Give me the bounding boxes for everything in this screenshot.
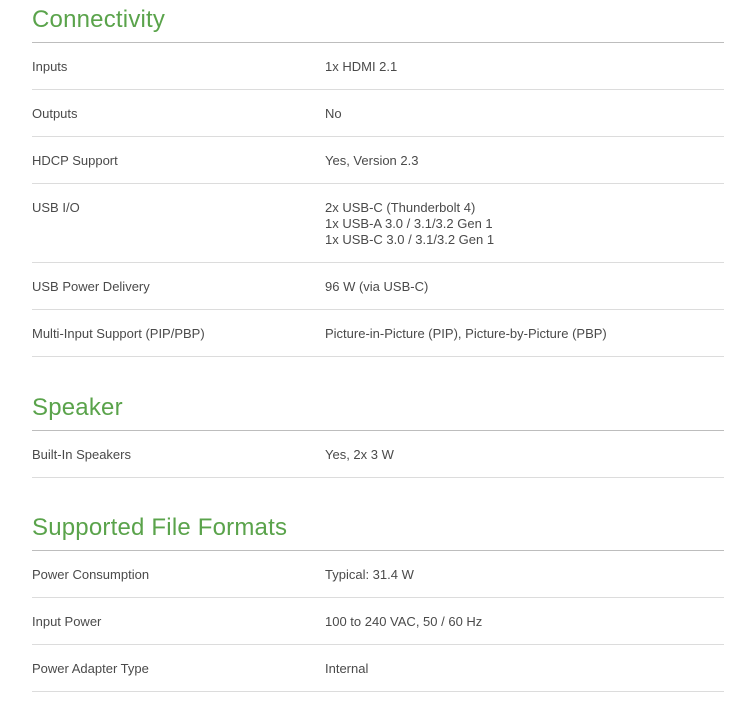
spec-row-hdcp-support: [32, 137, 724, 184]
spec-value: [325, 200, 724, 248]
section-title: Supported File Formats: [32, 514, 288, 541]
spec-label: HDCP Support: [32, 153, 118, 168]
spec-label: Input Power: [32, 614, 102, 629]
spec-row-input-power: [32, 598, 724, 645]
spec-row-inputs: [32, 43, 724, 90]
spec-row-outputs: [32, 90, 724, 137]
spec-value: [325, 447, 724, 463]
section-title: Speaker: [32, 394, 123, 421]
spec-value-line: 100 to 240 VAC, 50 / 60 Hz: [325, 614, 483, 629]
spec-value-line: 1x HDMI 2.1: [325, 59, 398, 74]
spec-label: Inputs: [32, 59, 68, 74]
section-speaker: [32, 394, 724, 478]
spec-value: [325, 567, 724, 583]
spec-row-usb-power-delivery: [32, 263, 724, 310]
spec-label: Power Consumption: [32, 567, 150, 582]
spec-label: Power Adapter Type: [32, 661, 149, 676]
spec-label: Multi-Input Support (PIP/PBP): [32, 326, 205, 341]
spec-value-line: Yes, Version 2.3: [325, 153, 419, 168]
spec-label: Outputs: [32, 106, 78, 121]
spec-label: Built-In Speakers: [32, 447, 131, 462]
spec-list: [32, 43, 724, 357]
spec-value: [325, 661, 724, 677]
spec-value: [325, 153, 724, 169]
spec-row-power-consumption: [32, 551, 724, 598]
spec-row-power-adapter-type: [32, 645, 724, 692]
section-connectivity: [32, 6, 724, 357]
spec-list: [32, 431, 724, 478]
spec-value-line: 1x USB-C 3.0 / 3.1/3.2 Gen 1: [325, 232, 495, 247]
spec-label: USB I/O: [32, 200, 80, 215]
spec-list: [32, 551, 724, 692]
spec-row-built-in-speakers: [32, 431, 724, 478]
spec-value: [325, 106, 724, 122]
spec-value: [325, 326, 724, 342]
spec-label: USB Power Delivery: [32, 279, 150, 294]
section-supported-file-formats: [32, 514, 724, 692]
spec-value-line: 2x USB-C (Thunderbolt 4): [325, 200, 476, 215]
spec-value-line: Yes, 2x 3 W: [325, 447, 394, 462]
spec-row-multi-input-support: [32, 310, 724, 357]
spec-value-line: Picture-in-Picture (PIP), Picture-by-Picture (PBP): [325, 326, 607, 341]
spec-value-line: 1x USB-A 3.0 / 3.1/3.2 Gen 1: [325, 216, 493, 231]
spec-row-usb-io: [32, 184, 724, 263]
spec-value-line: No: [325, 106, 342, 121]
spec-value-line: 96 W (via USB-C): [325, 279, 429, 294]
spec-value: [325, 279, 724, 295]
spec-value: [325, 59, 724, 75]
spec-value-line: Typical: 31.4 W: [325, 567, 414, 582]
spec-value-line: Internal: [325, 661, 369, 676]
section-title: Connectivity: [32, 6, 166, 33]
spec-value: [325, 614, 724, 630]
